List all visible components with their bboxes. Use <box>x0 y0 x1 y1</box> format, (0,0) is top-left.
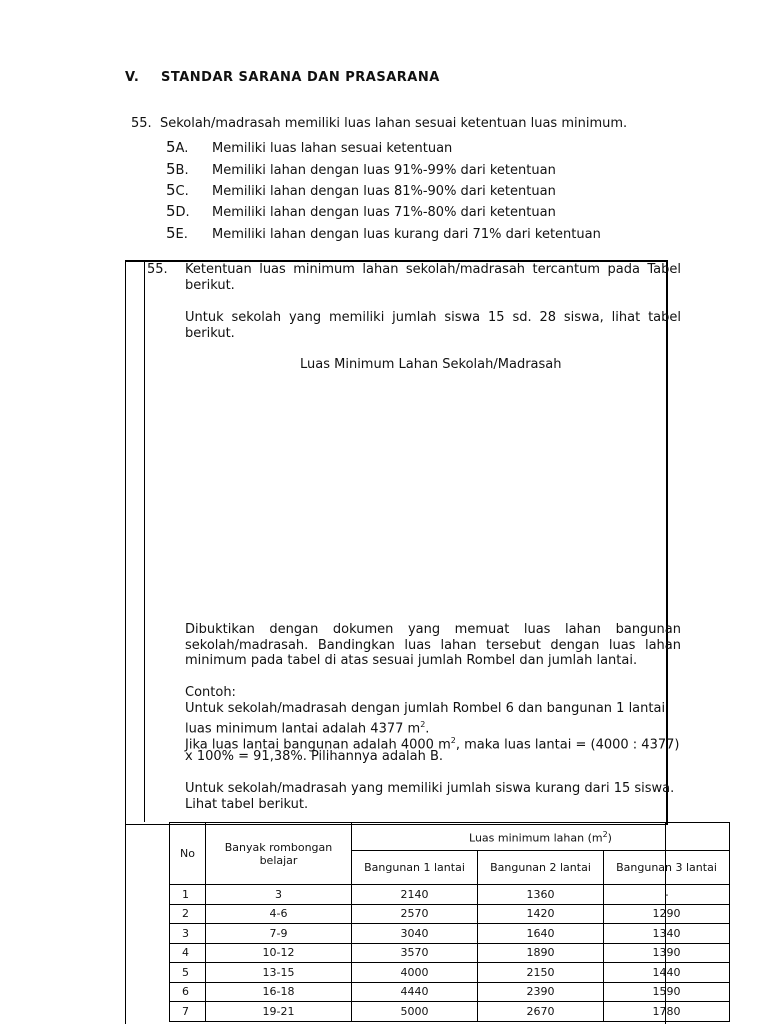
explanation-paragraph-4a: Untuk sekolah/madrasah yang memiliki jumlah siswa kurang dari 15 siswa. <box>185 781 675 796</box>
table-cell: 13-15 <box>206 963 352 983</box>
section-heading <box>125 70 440 85</box>
frame-left-line <box>125 822 126 1024</box>
table-row <box>170 982 730 1002</box>
option-letter: C. <box>175 184 189 199</box>
option-score: 5 <box>166 181 176 199</box>
header-bangunan-1: Bangunan 1 lantai <box>352 851 478 885</box>
table-cell: 19-21 <box>206 1002 352 1022</box>
table-cell: 5000 <box>352 1002 478 1022</box>
table-cell: 1360 <box>478 885 604 905</box>
option-text: Memiliki lahan dengan luas kurang dari 71% dari ketentuan <box>212 227 601 242</box>
table-cell: 1390 <box>604 943 730 963</box>
table-cell: 1590 <box>604 982 730 1002</box>
option-d <box>166 202 556 220</box>
table-cell: 4-6 <box>206 904 352 924</box>
option-score: 5 <box>166 202 176 220</box>
table-cell: 3040 <box>352 924 478 944</box>
contoh-label: Contoh: <box>185 685 236 700</box>
header-bangunan-3: Bangunan 3 lantai <box>604 851 730 885</box>
table-cell: 1 <box>170 885 206 905</box>
question-number: 55. <box>131 116 152 131</box>
table-row <box>170 924 730 944</box>
header-bangunan-2: Bangunan 2 lantai <box>478 851 604 885</box>
option-score: 5 <box>166 138 176 156</box>
table-cell: 2670 <box>478 1002 604 1022</box>
option-score: 5 <box>166 224 176 242</box>
explanation-number: 55. <box>147 262 168 277</box>
table-cell: 2 <box>170 904 206 924</box>
option-text: Memiliki luas lahan sesuai ketentuan <box>212 141 453 156</box>
table-cell: 5 <box>170 963 206 983</box>
option-a <box>166 138 452 156</box>
table-cell: 1890 <box>478 943 604 963</box>
minimum-land-table <box>169 822 730 1022</box>
table-cell: - <box>604 885 730 905</box>
section-number: V. <box>125 70 140 85</box>
explanation-paragraph-2: Untuk sekolah yang memiliki jumlah siswa 15 sd. 28 siswa, lihat tabel berikut. <box>185 310 681 341</box>
table-row <box>170 1002 730 1022</box>
option-e <box>166 224 601 242</box>
table-cell: 7-9 <box>206 924 352 944</box>
option-c <box>166 181 556 199</box>
box-divider <box>144 262 145 822</box>
table-cell: 7 <box>170 1002 206 1022</box>
table-cell: 10-12 <box>206 943 352 963</box>
header-no: No <box>170 823 206 885</box>
option-score: 5 <box>166 160 176 178</box>
option-text: Memiliki lahan dengan luas 91%-99% dari ketentuan <box>212 163 556 178</box>
table-cell: 3 <box>170 924 206 944</box>
table-row <box>170 963 730 983</box>
table-cell: 3 <box>206 885 352 905</box>
table-cell: 1340 <box>604 924 730 944</box>
option-b <box>166 160 556 178</box>
option-text: Memiliki lahan dengan luas 81%-90% dari ketentuan <box>212 184 556 199</box>
table-cell: 1290 <box>604 904 730 924</box>
contoh-line-4: x 100% = 91,38%. Pilihannya adalah B. <box>185 749 444 764</box>
table-cell: 2390 <box>478 982 604 1002</box>
explanation-paragraph-4b: Lihat tabel berikut. <box>185 797 309 812</box>
table-row <box>170 904 730 924</box>
question-text <box>131 116 627 131</box>
option-letter: A. <box>175 141 189 156</box>
table-cell: 1780 <box>604 1002 730 1022</box>
table-cell: 2150 <box>478 963 604 983</box>
table-cell: 1420 <box>478 904 604 924</box>
table-cell: 1440 <box>604 963 730 983</box>
explanation-paragraph-1: Ketentuan luas minimum lahan sekolah/madrasah tercantum pada Tabel berikut. <box>185 262 681 293</box>
table-cell: 1640 <box>478 924 604 944</box>
option-letter: B. <box>175 163 189 178</box>
table-cell: 2140 <box>352 885 478 905</box>
table-cell: 4000 <box>352 963 478 983</box>
question-statement: Sekolah/madrasah memiliki luas lahan sesuai ketentuan luas minimum. <box>159 116 628 131</box>
table-cell: 4440 <box>352 982 478 1002</box>
contoh-line-3: Jika luas lantai bangunan adalah 4000 $m^2$, maka luas lantai = (4000 : 4377) <box>185 736 680 753</box>
table-cell: 4 <box>170 943 206 963</box>
header-luas: Luas minimum lahan $(m^2)$ <box>352 823 730 851</box>
table-row <box>170 885 730 905</box>
table-cell: 2570 <box>352 904 478 924</box>
header-rombel: Banyak rombongan belajar <box>206 823 352 885</box>
table-title: Luas Minimum Lahan Sekolah/Madrasah <box>300 357 562 372</box>
contoh-line-1: Untuk sekolah/madrasah dengan jumlah Rombel 6 dan bangunan 1 lantai <box>185 701 666 716</box>
option-letter: E. <box>175 227 188 242</box>
section-title: STANDAR SARANA DAN PRASARANA <box>161 70 440 85</box>
option-text: Memiliki lahan dengan luas 71%-80% dari ketentuan <box>212 205 556 220</box>
table-row <box>170 943 730 963</box>
table-cell: 6 <box>170 982 206 1002</box>
option-letter: D. <box>175 205 190 220</box>
table-cell: 16-18 <box>206 982 352 1002</box>
contoh-line-2: luas minimum lantai adalah 4377 $m^2$. <box>185 720 430 737</box>
explanation-paragraph-3: Dibuktikan dengan dokumen yang memuat luas lahan bangunan sekolah/madrasah. Bandingkan luas lahan tersebut dengan luas lahan minimum pada tabel di atas sesuai jumlah Rombel dan jumlah lantai. <box>185 622 681 668</box>
table-cell: 3570 <box>352 943 478 963</box>
